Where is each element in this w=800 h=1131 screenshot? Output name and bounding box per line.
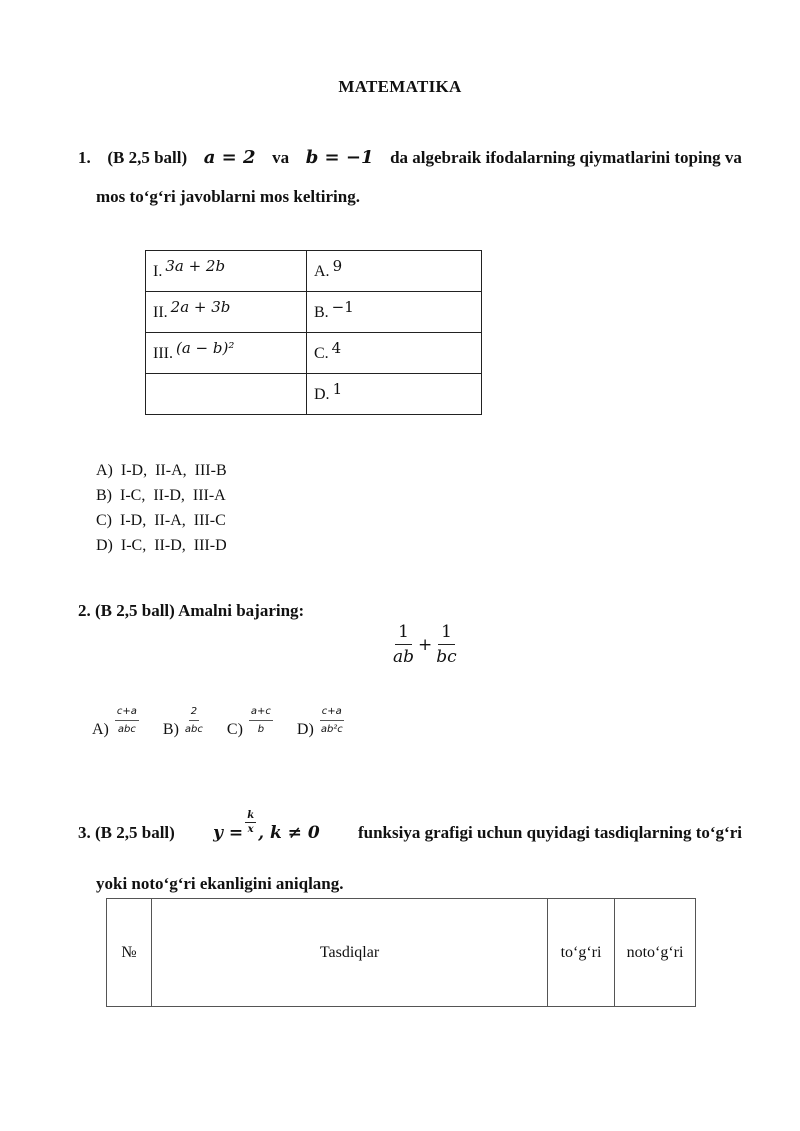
answer-value: 9 bbox=[332, 256, 343, 275]
question-1-text-1: da algebraik ifodalarning qiymatlarini toping va bbox=[390, 148, 742, 167]
fraction: $\frac{c+a}{\text{ab²c}}$ bbox=[320, 706, 343, 735]
option-d[interactable]: D) I-C, II-D, III-D bbox=[96, 537, 227, 554]
header-true: to‘g‘ri bbox=[548, 899, 615, 1007]
expression: 3a + 2b bbox=[165, 256, 226, 275]
conjunction-va: va bbox=[272, 148, 290, 167]
condition-b: b = −1 bbox=[305, 147, 374, 168]
function-formula: y = $\frac{k}{x}$ , k ≠ 0 bbox=[213, 810, 320, 843]
option-a[interactable]: A) I-D, II-A, III-B bbox=[96, 462, 227, 479]
fraction: $\frac{a+c}{b}$ bbox=[250, 706, 271, 735]
header-number: № bbox=[107, 899, 152, 1007]
expression: 2a + 3b bbox=[170, 297, 231, 316]
option-a[interactable]: A) $\frac{c+a}{\text{abc}}$ bbox=[92, 706, 137, 738]
matching-table bbox=[145, 250, 482, 415]
plus-sign: + bbox=[418, 634, 433, 655]
table-cell bbox=[146, 374, 307, 415]
fraction: $\frac{2}{\text{abc}}$ bbox=[184, 706, 203, 735]
question-3-text-1: funksiya grafigi uchun quyidagi tasdiqlarning to‘g‘ri bbox=[357, 823, 742, 842]
page-title: MATEMATIKA bbox=[338, 77, 462, 96]
option-b[interactable]: B) $\frac{2}{\text{abc}}$ bbox=[162, 706, 203, 738]
table-cell: I. 3a + 2b bbox=[146, 251, 307, 292]
answer-value: 1 bbox=[332, 379, 343, 398]
question-1-line1 bbox=[78, 147, 742, 168]
option-d[interactable]: D) $\frac{c+a}{\text{ab²c}}$ bbox=[296, 706, 343, 738]
table-cell: III. (a − b)² bbox=[146, 333, 307, 374]
fraction: $\frac{1}{bc}$ bbox=[436, 622, 457, 667]
question-2-expression bbox=[393, 622, 457, 667]
question-1-options bbox=[96, 458, 227, 558]
header-false: noto‘g‘ri bbox=[615, 899, 696, 1007]
expression: (a − b)² bbox=[175, 338, 235, 357]
table-cell: B. −1 bbox=[307, 292, 482, 333]
question-1-points: (B 2,5 ball) bbox=[107, 148, 188, 167]
answer-value: 4 bbox=[331, 338, 342, 357]
table-row bbox=[146, 292, 482, 333]
table-cell: II. 2a + 3b bbox=[146, 292, 307, 333]
statements-table bbox=[106, 898, 696, 1007]
question-1-number: 1. bbox=[78, 148, 91, 167]
header-statements: Tasdiqlar bbox=[152, 899, 548, 1007]
table-row bbox=[146, 251, 482, 292]
table-cell: C. 4 bbox=[307, 333, 482, 374]
question-3-line1 bbox=[78, 810, 742, 843]
table-header-row bbox=[107, 899, 696, 1007]
answer-value: −1 bbox=[331, 297, 354, 316]
table-cell: A. 9 bbox=[307, 251, 482, 292]
question-3-number-points: 3. (B 2,5 ball) bbox=[78, 823, 175, 842]
option-c[interactable]: C) I-D, II-A, III-C bbox=[96, 512, 226, 529]
condition-a: a = 2 bbox=[203, 147, 256, 168]
option-b[interactable]: B) I-C, II-D, III-A bbox=[96, 487, 226, 504]
question-2-options bbox=[92, 706, 368, 739]
question-3-line2: yoki noto‘g‘ri ekanligini aniqlang. bbox=[96, 874, 344, 893]
fraction: $\frac{c+a}{\text{abc}}$ bbox=[116, 706, 137, 735]
option-c[interactable]: C) $\frac{a+c}{b}$ bbox=[226, 706, 271, 738]
question-2-heading: 2. (B 2,5 ball) Amalni bajaring: bbox=[78, 601, 305, 620]
table-row bbox=[146, 374, 482, 415]
fraction: $\frac{k}{x}$ bbox=[247, 810, 255, 835]
table-row bbox=[146, 333, 482, 374]
fraction: $\frac{1}{ab}$ bbox=[393, 622, 415, 667]
question-1-line2: mos to‘g‘ri javoblarni mos keltiring. bbox=[96, 187, 360, 206]
table-cell: D. 1 bbox=[307, 374, 482, 415]
